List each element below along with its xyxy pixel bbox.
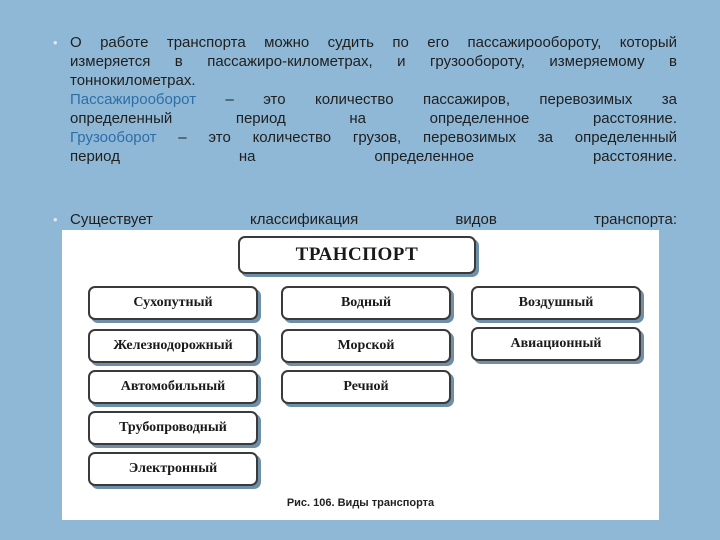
node-water: Водный (281, 286, 451, 320)
bullet-icon: • (53, 35, 58, 50)
diagram-root-transport: ТРАНСПОРТ (238, 236, 476, 274)
node-air: Воздушный (471, 286, 641, 320)
text-line: период на определенное расстояние. (70, 148, 677, 165)
text-line: О работе транспорта можно судить по его пассажирообороту, который (70, 34, 677, 51)
word: видов (455, 211, 497, 228)
transport-types-diagram (62, 230, 659, 520)
term-passenger-turnover: Пассажирооборот (70, 91, 197, 108)
text-line: измеряется в пассажиро-километрах, и грузообороту, измеряемому в (70, 53, 677, 70)
word: классификация (250, 211, 359, 228)
definition-passenger (70, 90, 677, 109)
term-cargo-turnover: Грузооборот (70, 129, 157, 146)
figure-caption: Рис. 106. Виды транспорта (286, 497, 435, 509)
node-aviation: Авиационный (471, 327, 641, 361)
node-land: Сухопутный (88, 286, 258, 320)
definition-text: – это количество грузов, перевозимых за определенный (156, 129, 677, 146)
text-line: определенный период на определенное расстояние. (70, 110, 677, 127)
node-pipeline: Трубопроводный (88, 411, 258, 445)
paragraph-classification (55, 210, 677, 229)
definition-text: – это количество пассажиров, перевозимых за (196, 91, 677, 108)
bullet-icon: • (53, 212, 58, 227)
node-electronic: Электронный (88, 452, 258, 486)
definition-cargo (70, 128, 677, 147)
word: транспорта: (593, 211, 677, 228)
text-line: тоннокилометрах. (70, 72, 196, 89)
node-sea: Морской (281, 329, 451, 363)
paragraph-transport-work (55, 33, 677, 166)
word: Существует (70, 211, 153, 228)
classification-line (70, 210, 677, 229)
node-railway: Железнодорожный (88, 329, 258, 363)
node-automobile: Автомобильный (88, 370, 258, 404)
node-river: Речной (281, 370, 451, 404)
